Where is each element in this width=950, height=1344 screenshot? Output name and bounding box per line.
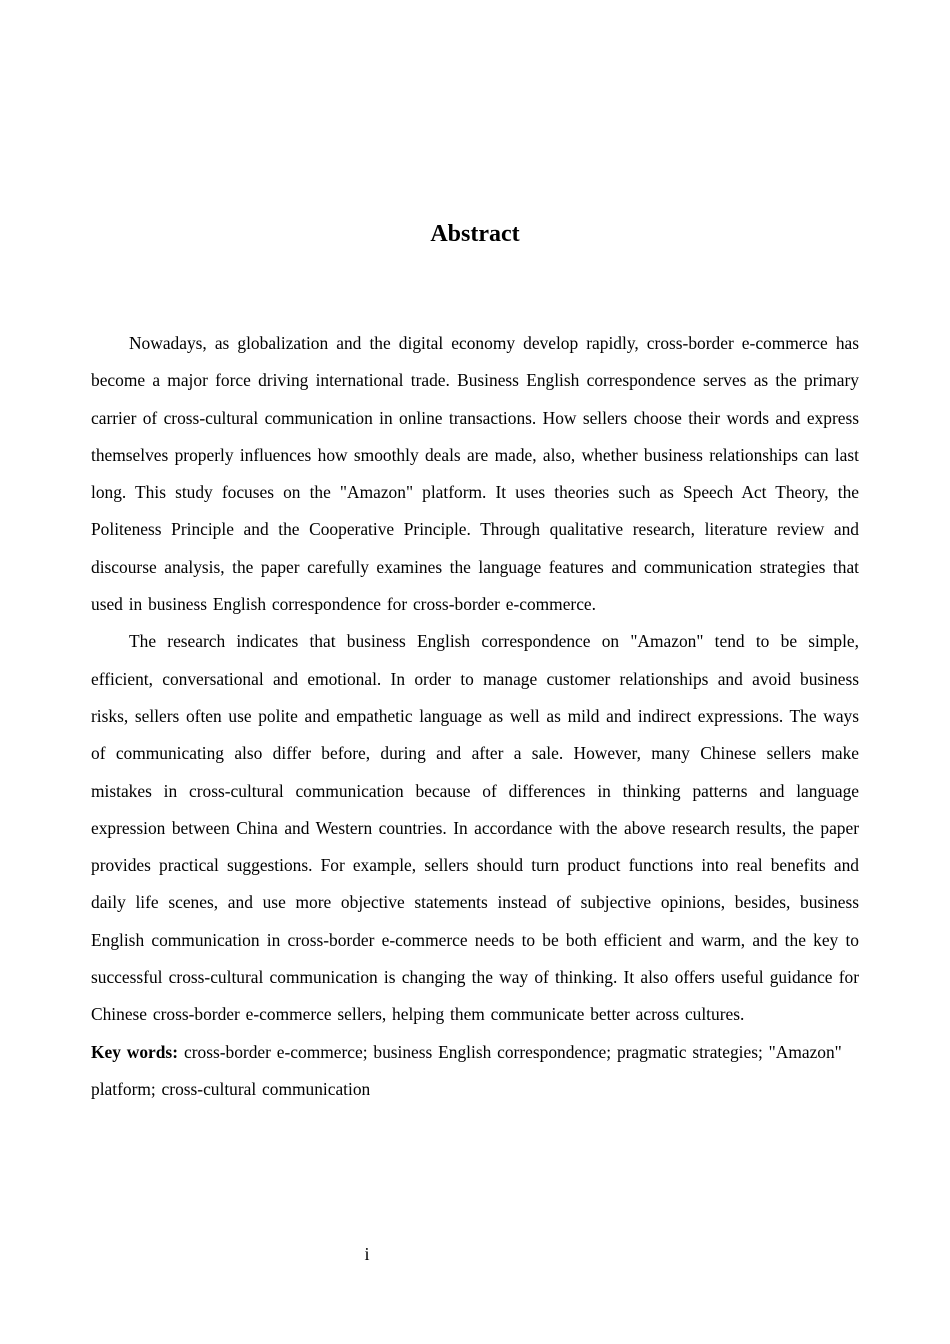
abstract-paragraph-2: The research indicates that business English correspondence on "Amazon" tend to be simple, efficient, conversational and emotional. In order to manage customer relationships and avoid business risks, sellers often use polite and empathetic language as well as mild and indirect expressions. The ways of communicating also differ before, during and after a sale. However, many Chinese sellers make mistakes in cross-cultural communication because of differences in thinking patterns and language expression between China and Western countries. In accordance with the above research results, the paper provides practical suggestions. For example, sellers should turn product functions into real benefits and daily life scenes, and use more objective statements instead of subjective opinions, besides, business English communication in cross-border e-commerce needs to be both efficient and warm, and the key to successful cross-cultural communication is changing the way of thinking. It also offers useful guidance for Chinese cross-border e-commerce sellers, helping them communicate better across cultures. — [91, 631, 859, 1025]
page-title: Abstract — [430, 221, 520, 247]
abstract-body — [91, 325, 859, 1108]
abstract-paragraph-1: Nowadays, as globalization and the digital economy develop rapidly, cross-border e-commerce has become a major force driving international trade. Business English correspondence serves as the primary carrier of cross-cultural communication in online transactions. How sellers choose their words and express themselves properly influences how smoothly deals are made, also, whether business relationships can last long. This study focuses on the "Amazon" platform. It uses theories such as Speech Act Theory, the Politeness Principle and the Cooperative Principle. Through qualitative research, literature review and discourse analysis, the paper carefully examines the language features and communication strategies that used in business English correspondence for cross-border e-commerce. — [91, 333, 859, 615]
page-number: i — [364, 1244, 370, 1264]
keywords-line — [91, 1034, 859, 1109]
keywords-text: cross-border e-commerce; business English correspondence; pragmatic strategies; "Amazon" platform; cross-cultural communication — [91, 1041, 842, 1099]
keywords-label: Key words: — [91, 1041, 178, 1062]
